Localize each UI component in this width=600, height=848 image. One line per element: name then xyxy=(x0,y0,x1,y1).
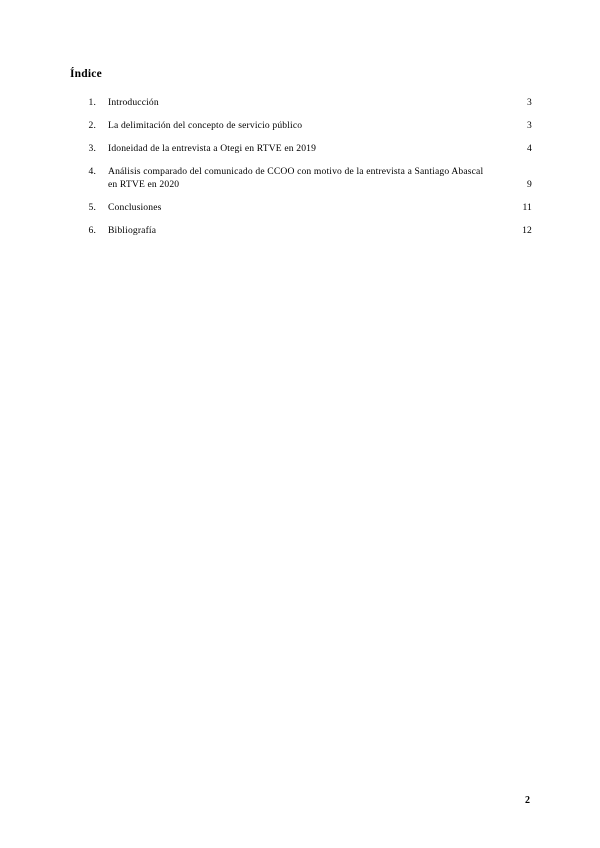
toc-entry-page: 3 xyxy=(527,96,532,108)
list-item[interactable] xyxy=(70,142,532,156)
page-content xyxy=(70,68,532,247)
toc-entry-number: 1. xyxy=(88,96,96,108)
page-number: 2 xyxy=(525,795,530,806)
list-item[interactable] xyxy=(70,224,532,238)
toc-entry-number: 5. xyxy=(88,202,96,214)
toc-entry-page: 4 xyxy=(527,142,532,154)
toc-entry-label: Conclusiones xyxy=(108,202,162,214)
list-item[interactable] xyxy=(70,165,532,193)
toc-entry-number: 2. xyxy=(88,119,96,131)
list-item[interactable] xyxy=(70,201,532,215)
list-item[interactable] xyxy=(70,119,532,133)
page-title: Índice xyxy=(70,68,102,80)
toc-entry-page: 9 xyxy=(527,179,532,191)
table-of-contents xyxy=(70,96,532,238)
toc-entry-number: 4. xyxy=(88,165,96,177)
toc-entry-page: 3 xyxy=(527,119,532,131)
list-item[interactable] xyxy=(70,96,532,110)
toc-entry-label: Bibliografía xyxy=(108,225,157,237)
toc-entry-label: Idoneidad de la entrevista a Otegi en RTVE en 2019 xyxy=(108,142,317,154)
toc-entry-label: Introducción xyxy=(108,96,159,108)
toc-entry-number: 6. xyxy=(88,225,96,237)
toc-entry-number: 3. xyxy=(88,142,96,154)
toc-entry-page: 11 xyxy=(522,202,532,214)
toc-entry-page: 12 xyxy=(522,225,532,237)
toc-entry-label: Análisis comparado del comunicado de CCOO con motivo de la entrevista a Santiago Abascal en RTVE en 2020 xyxy=(108,165,484,191)
toc-entry-label: La delimitación del concepto de servicio público xyxy=(108,119,303,131)
